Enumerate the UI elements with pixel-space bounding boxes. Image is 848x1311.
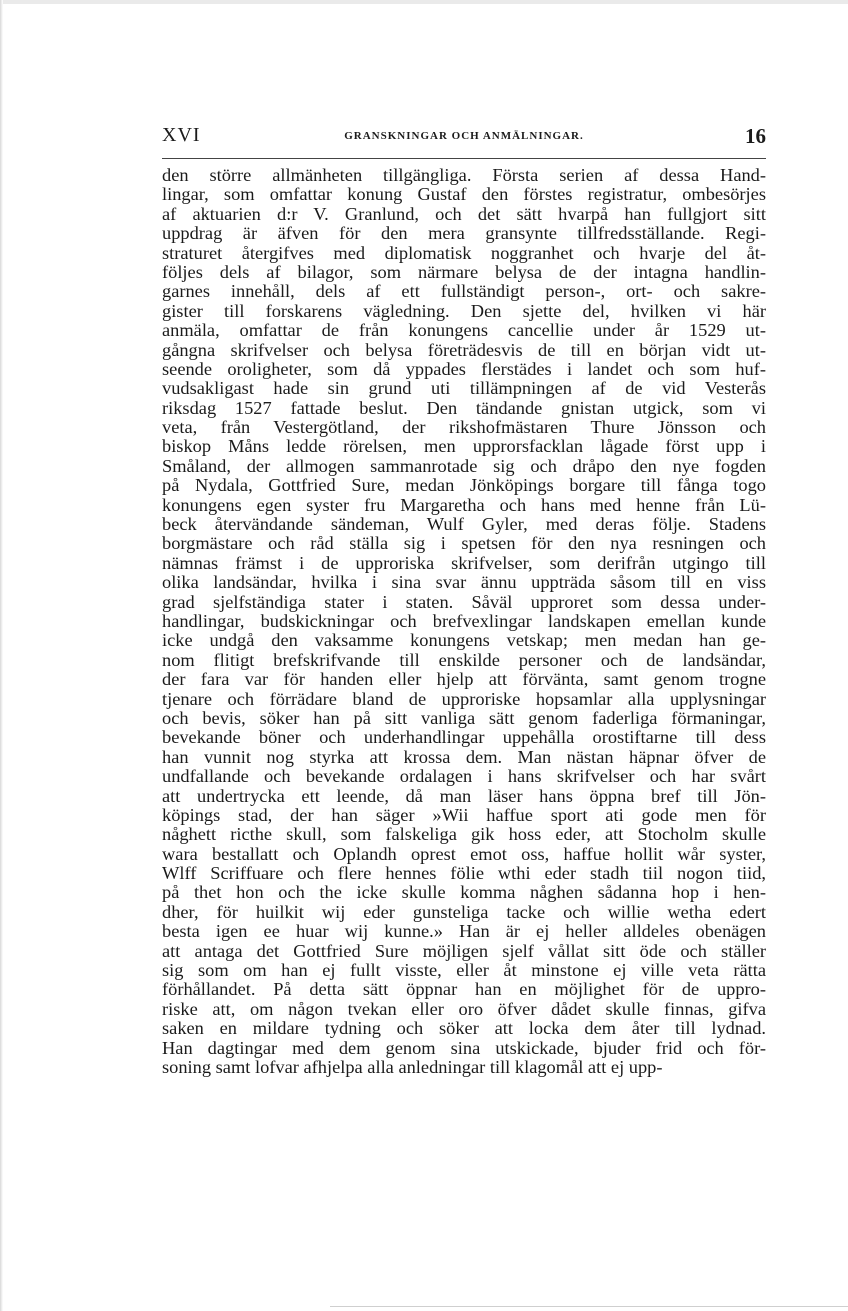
text-line: på thet hon och the icke skulle komma någhen sådanna hop i hen- <box>162 882 766 903</box>
text-line: seende oroligheter, som då yppades flerstädes i landet och som huf- <box>162 358 766 379</box>
text-line: uppdrag är äfven för den mera gransynte tillfredsställande. Regi- <box>162 223 766 244</box>
roman-page-number: XVI <box>162 124 201 146</box>
text-line: Han dagtingar med dem genom sina utskickade, bjuder frid och för- <box>162 1037 766 1058</box>
text-line: garnes innehåll, dels af ett fullständigt person-, ort- och sakre- <box>162 281 766 302</box>
text-line: köpings stad, der han säger »Wii haffue sport ati gode men för <box>162 804 766 825</box>
text-line: vudsakligast hade sin grund uti tillämpningen af de vid Vesterås <box>162 378 766 399</box>
page-header <box>162 124 766 154</box>
scan-edge-bottom <box>330 1306 848 1307</box>
text-line: gister till forskarens vägledning. Den sjette del, hvilken vi här <box>162 300 766 321</box>
text-line: veta, från Vestergötland, der rikshofmästaren Thure Jönsson och <box>162 417 766 438</box>
text-line: straturet återgifves med diplomatisk noggranhet och hvarje del åt- <box>162 242 766 263</box>
text-line: förhållandet. På detta sätt öppnar han en möjlighet för de uppro- <box>162 979 766 1000</box>
text-line: på Nydala, Gottfried Sure, medan Jönköpings borgare till fånga togo <box>162 475 766 496</box>
text-line: saken en mildare tydning och söker att locka dem åter till lydnad. <box>162 1018 766 1039</box>
text-line: handlingar, budskickningar och brefvexlingar landskapen emellan kunde <box>162 610 766 631</box>
text-line: soning samt lofvar afhjelpa alla anledningar till klagomål att ej upp- <box>162 1056 663 1077</box>
running-title: GRANSKNINGAR OCH ANMÄLNINGAR. <box>344 130 584 142</box>
text-line: sig som om han ej fullt visste, eller åt minstone ej ville veta rätta <box>162 960 766 981</box>
text-line: tjenare och förrädare bland de upproriske hopsamlar alla upplysningar <box>162 688 766 709</box>
scan-edge-top <box>0 0 848 4</box>
text-line: konungens egen syster fru Margaretha och hans med henne från Lü- <box>162 494 766 515</box>
header-rule <box>162 158 766 159</box>
text-line: att undertrycka ett leende, då man läser hans öppna bref till Jön- <box>162 785 766 806</box>
text-line: olika landsändar, hvilka i sina svar ännu uppträda såsom till en viss <box>162 572 766 593</box>
text-line: grad sjelfständiga stater i staten. Såväl upproret som dessa under- <box>162 591 766 612</box>
text-line: Småland, der allmogen sammanrotade sig och dråpo den nye fogden <box>162 455 766 476</box>
text-line: Wlff Scriffuare och flere hennes fölie wthi eder stadh tiil nogon tiid, <box>162 863 766 884</box>
text-line: och bevis, söker han på sitt vanliga sätt genom faderliga förmaningar, <box>162 707 766 728</box>
text-line: af aktuarien d:r V. Granlund, och det sätt hvarpå han fullgjort sitt <box>162 203 766 224</box>
body-text <box>162 166 766 1077</box>
text-line: någhett ricthe skull, som falskeliga gik hoss eder, att Stocholm skulle <box>162 824 766 845</box>
issue-number: 16 <box>745 124 766 148</box>
text-line: besta igen ee huar wij kunne.» Han är ej heller alldeles obenägen <box>162 921 766 942</box>
text-line: den större allmänheten tillgängliga. Första serien af dessa Hand- <box>162 165 766 185</box>
scan-edge-left <box>0 0 3 1311</box>
text-line: gångna skrifvelser och belysa företrädesvis de till en början vidt ut- <box>162 339 766 360</box>
text-line: icke undgå den vaksamme konungens vetskap; men medan han ge- <box>162 630 766 651</box>
text-line: bevekande böner och underhandlingar uppehålla orostiftarne till dess <box>162 727 766 748</box>
text-line: nämnas främst i de upproriska skrifvelser, som derifrån utgingo till <box>162 552 766 573</box>
text-line: wara bestallatt och Oplandh oprest emot oss, haffue hollit wår syster, <box>162 843 766 864</box>
text-line: han vunnit nog styrka att krossa dem. Man nästan häpnar öfver de <box>162 746 766 767</box>
text-line: undfallande och bevekande ordalagen i hans skrifvelser och har svårt <box>162 766 766 787</box>
text-line: dher, för huilkit wij eder gunsteliga tacke och willie wetha edert <box>162 901 766 922</box>
text-line: biskop Måns ledde rörelsen, men upprorsfacklan lågade först upp i <box>162 436 766 457</box>
text-line: anmäla, omfattar de från konungens cancellie under år 1529 ut- <box>162 320 766 341</box>
text-line: riksdag 1527 fattade beslut. Den tändande gnistan utgick, som vi <box>162 397 766 418</box>
text-line: der fara var för handen eller hjelp att förvänta, samt genom trogne <box>162 669 766 690</box>
text-line: borgmästare och råd ställa sig i spetsen för den nya resningen och <box>162 533 766 554</box>
text-line: beck återvändande sändeman, Wulf Gyler, med deras följe. Stadens <box>162 514 766 535</box>
text-line: lingar, som omfattar konung Gustaf den förstes registratur, ombesörjes <box>162 184 766 205</box>
text-line: riske att, om någon tvekan eller oro öfver dådet skulle finnas, gifva <box>162 998 766 1019</box>
text-line: följes dels af bilagor, som närmare belysa de der intagna handlin- <box>162 261 766 282</box>
text-line: att antaga det Gottfried Sure möjligen sjelf vållat sitt öde och ställer <box>162 940 766 961</box>
text-line: nom flitigt brefskrifvande till enskilde personer och de landsändar, <box>162 649 766 670</box>
